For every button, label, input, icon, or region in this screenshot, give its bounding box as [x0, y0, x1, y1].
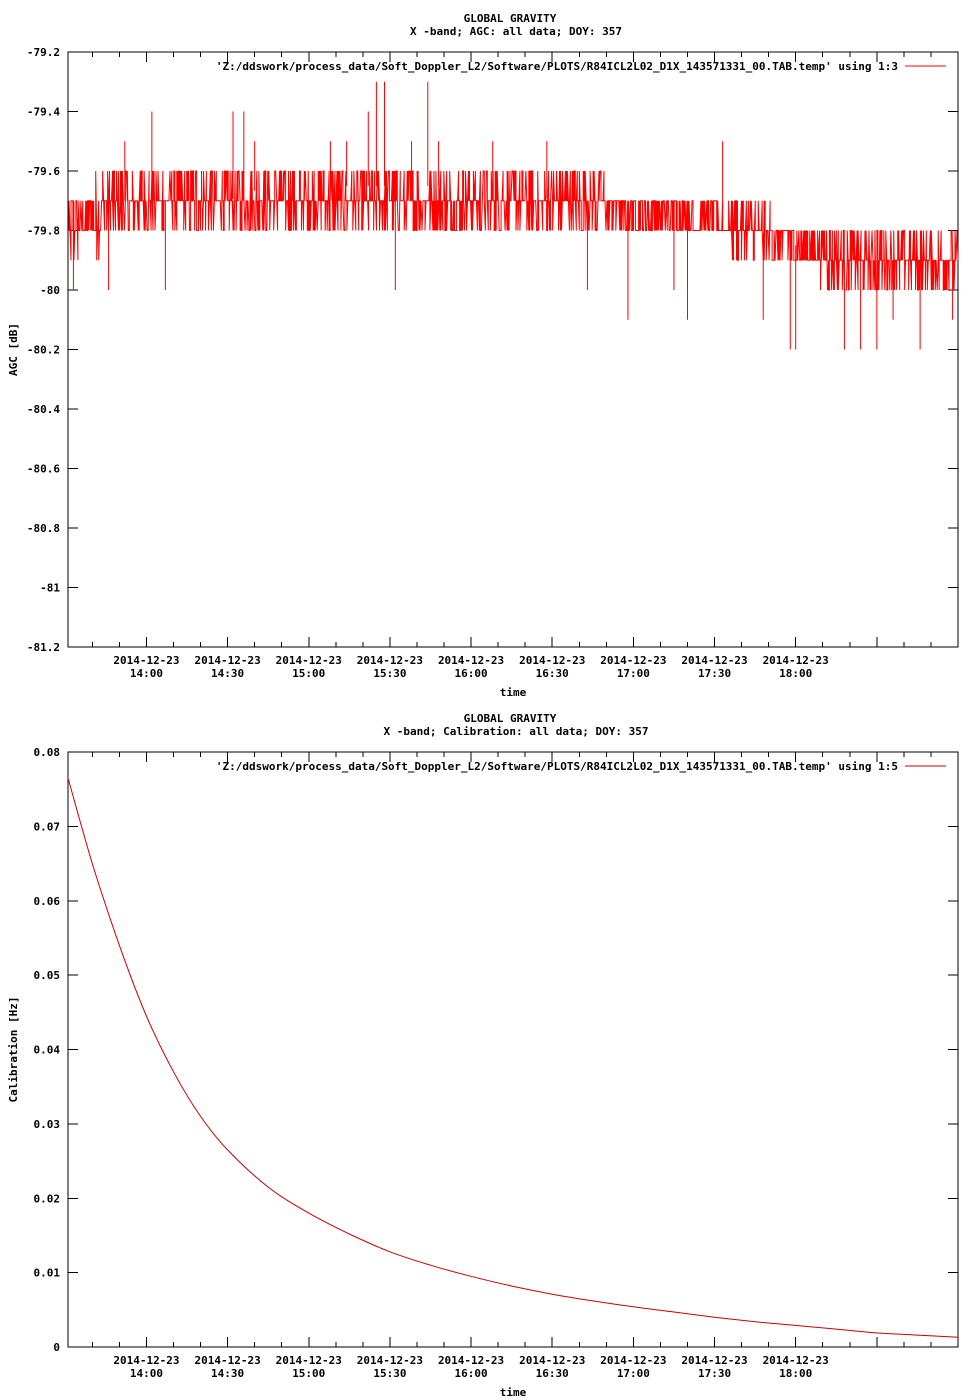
x-tick-time: 18:00	[779, 667, 813, 680]
x-axis-label: time	[499, 1386, 527, 1399]
x-tick-date: 2014-12-23	[275, 1354, 342, 1367]
x-tick-date: 2014-12-23	[681, 654, 748, 667]
x-tick-time: 17:30	[697, 1367, 732, 1380]
x-tick-date: 2014-12-23	[762, 1354, 829, 1367]
x-tick-time: 18:00	[779, 1367, 813, 1380]
chart-subtitle: X -band; AGC: all data; DOY: 357	[410, 25, 622, 38]
x-tick-date: 2014-12-23	[356, 1354, 424, 1367]
x-tick-date: 2014-12-23	[519, 1354, 586, 1367]
agc-series	[68, 82, 958, 350]
legend-label: 'Z:/ddswork/process_data/Soft_Doppler_L2/Software/PLOTS/R84ICL2L02_D1X_143571331_00.TAB.temp' using 1:5	[215, 760, 898, 773]
x-tick-time: 16:00	[454, 667, 488, 680]
y-tick-label: 0.08	[33, 746, 60, 759]
x-tick-time: 15:30	[373, 667, 407, 680]
x-tick-date: 2014-12-23	[437, 654, 505, 667]
x-tick-time: 14:00	[129, 667, 164, 680]
y-tick-label: 0.03	[33, 1117, 60, 1131]
x-tick-time: 17:00	[616, 667, 650, 680]
x-tick-date: 2014-12-23	[275, 654, 342, 667]
x-tick-time: 14:00	[129, 1367, 164, 1380]
y-tick-label: -79.2	[26, 46, 60, 59]
y-tick-label: 0	[53, 1341, 60, 1354]
x-tick-date: 2014-12-23	[681, 1354, 748, 1367]
x-tick-time: 15:30	[373, 1367, 407, 1380]
chart-title: GLOBAL GRAVITY	[463, 712, 557, 725]
y-axis-label: AGC [dB]	[7, 323, 20, 376]
x-tick-date: 2014-12-23	[113, 1354, 180, 1367]
x-tick-time: 14:30	[211, 1367, 245, 1380]
y-axis-label: Calibration [Hz]	[7, 996, 20, 1103]
x-tick-time: 17:00	[616, 1367, 650, 1380]
legend-label: 'Z:/ddswork/process_data/Soft_Doppler_L2/Software/PLOTS/R84ICL2L02_D1X_143571331_00.TAB.temp' using 1:3	[215, 60, 898, 73]
calibration-chart	[0, 700, 980, 1400]
chart-title: GLOBAL GRAVITY	[463, 12, 557, 25]
y-tick-label: 0.06	[33, 894, 60, 908]
x-tick-date: 2014-12-23	[437, 1354, 505, 1367]
y-tick-label: -81.2	[26, 641, 60, 654]
x-tick-date: 2014-12-23	[600, 654, 667, 667]
x-tick-date: 2014-12-23	[194, 654, 261, 667]
x-tick-date: 2014-12-23	[356, 654, 424, 667]
y-tick-label: 0.04	[33, 1043, 60, 1057]
agc-trace	[68, 171, 958, 290]
x-tick-time: 16:00	[454, 1367, 488, 1380]
calibration-line	[68, 778, 958, 1337]
x-tick-date: 2014-12-23	[600, 1354, 667, 1367]
y-tick-label: -80.6	[26, 462, 60, 476]
y-tick-label: -80	[40, 284, 60, 297]
x-tick-date: 2014-12-23	[194, 1354, 261, 1367]
x-tick-date: 2014-12-23	[113, 654, 180, 667]
x-tick-date: 2014-12-23	[762, 654, 829, 667]
y-tick-label: -80.4	[26, 403, 60, 416]
y-tick-label: 0.07	[33, 820, 60, 834]
y-tick-label: 0.05	[33, 969, 60, 983]
y-tick-label: -79.8	[26, 224, 60, 238]
chart-subtitle: X -band; Calibration: all data; DOY: 357	[383, 725, 649, 738]
y-tick-label: 0.01	[33, 1266, 60, 1280]
x-tick-time: 14:30	[211, 667, 245, 680]
y-tick-label: -81	[40, 581, 60, 595]
y-tick-label: -79.6	[26, 165, 60, 178]
plot-frame	[68, 752, 958, 1347]
x-tick-time: 17:30	[697, 667, 732, 680]
x-tick-time: 16:30	[535, 1367, 569, 1380]
y-tick-label: -80.2	[26, 343, 60, 357]
x-tick-time: 15:00	[292, 667, 326, 680]
plot-frame	[68, 52, 958, 647]
y-tick-label: -80.8	[26, 522, 60, 535]
x-tick-date: 2014-12-23	[519, 654, 586, 667]
y-tick-label: 0.02	[33, 1192, 60, 1206]
x-axis-label: time	[499, 686, 527, 699]
x-tick-time: 16:30	[535, 667, 569, 680]
x-tick-time: 15:00	[292, 1367, 326, 1380]
y-tick-label: -79.4	[26, 105, 60, 119]
